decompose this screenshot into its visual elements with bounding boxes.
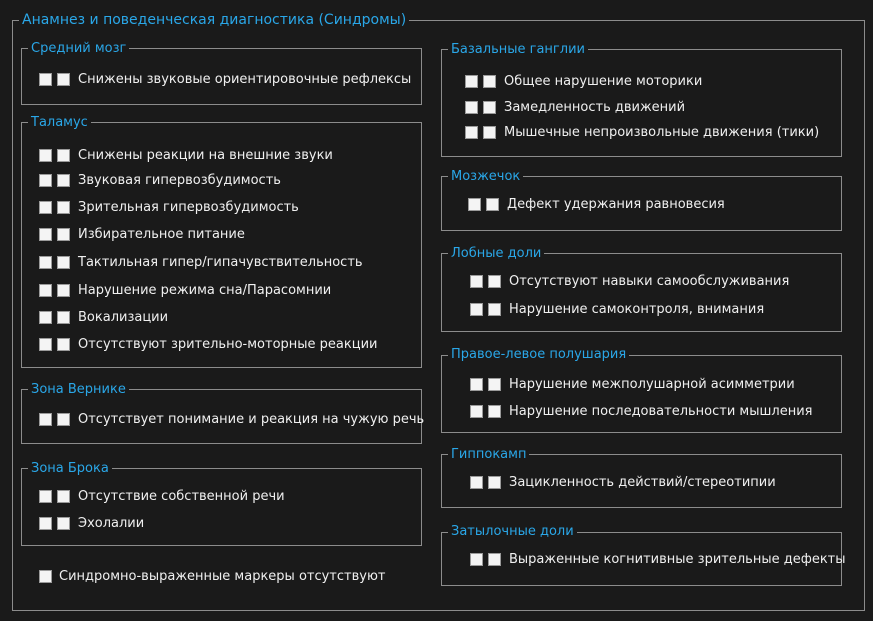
group-broca — [21, 468, 422, 546]
group-cerebellum-title: Мозжечок — [448, 169, 523, 185]
checkbox-label: Снижены звуковые ориентировочные рефлексы — [78, 72, 412, 87]
checkbox-b[interactable] — [57, 490, 70, 503]
no-markers-checkbox[interactable] — [39, 570, 52, 583]
checkbox-a[interactable] — [39, 149, 52, 162]
checkbox-b[interactable] — [488, 378, 501, 391]
checkbox-label: Отсутствуют зрительно-моторные реакции — [78, 337, 378, 352]
checkbox-row[interactable] — [39, 337, 378, 352]
checkbox-row[interactable] — [39, 255, 363, 270]
checkbox-b[interactable] — [57, 517, 70, 530]
checkbox-a[interactable] — [39, 73, 52, 86]
checkbox-b[interactable] — [57, 413, 70, 426]
checkbox-a[interactable] — [39, 174, 52, 187]
checkbox-label: Вокализации — [78, 310, 169, 325]
checkbox-b[interactable] — [57, 73, 70, 86]
checkbox-label: Отсутствует понимание и реакция на чужую речь — [78, 412, 425, 427]
group-hemispheres — [441, 355, 842, 433]
group-midbrain-title: Средний мозг — [28, 41, 129, 57]
group-hemispheres-title: Правое-левое полушария — [448, 347, 629, 363]
group-wernicke-title: Зона Вернике — [28, 382, 129, 398]
checkbox-a[interactable] — [39, 228, 52, 241]
checkbox-a[interactable] — [39, 311, 52, 324]
checkbox-a[interactable] — [39, 338, 52, 351]
checkbox-row[interactable] — [39, 489, 285, 504]
checkbox-row[interactable] — [470, 377, 795, 392]
checkbox-label: Нарушение режима сна/Парасомнии — [78, 283, 332, 298]
checkbox-label: Тактильная гипер/гипачувствительность — [78, 255, 363, 270]
checkbox-b[interactable] — [488, 405, 501, 418]
checkbox-b[interactable] — [483, 101, 496, 114]
checkbox-label: Нарушение последовательности мышления — [509, 404, 813, 419]
checkbox-label: Общее нарушение моторики — [504, 74, 703, 89]
checkbox-b[interactable] — [57, 174, 70, 187]
checkbox-b[interactable] — [488, 553, 501, 566]
checkbox-label: Избирательное питание — [78, 227, 245, 242]
checkbox-b[interactable] — [483, 126, 496, 139]
checkbox-row[interactable] — [465, 100, 685, 115]
checkbox-label: Нарушение межполушарной асимметрии — [509, 377, 795, 392]
checkbox-row[interactable] — [39, 283, 331, 298]
group-occipital-title: Затылочные доли — [448, 524, 577, 540]
checkbox-label: Отсутствие собственной речи — [78, 489, 285, 504]
checkbox-b[interactable] — [57, 311, 70, 324]
checkbox-a[interactable] — [465, 126, 478, 139]
no-markers-checkbox-row[interactable] — [39, 569, 385, 584]
checkbox-row[interactable] — [470, 302, 764, 317]
checkbox-row[interactable] — [39, 412, 424, 427]
checkbox-label: Эхолалии — [78, 516, 145, 531]
checkbox-label: Дефект удержания равновесия — [507, 197, 725, 212]
checkbox-b[interactable] — [486, 198, 499, 211]
checkbox-a[interactable] — [39, 284, 52, 297]
checkbox-label: Выраженные когнитивные зрительные дефекты — [509, 552, 846, 567]
checkbox-a[interactable] — [468, 198, 481, 211]
group-frontal — [441, 253, 842, 332]
checkbox-a[interactable] — [470, 476, 483, 489]
group-thalamus-title: Таламус — [28, 115, 91, 131]
checkbox-b[interactable] — [57, 338, 70, 351]
checkbox-b[interactable] — [57, 228, 70, 241]
checkbox-row[interactable] — [39, 310, 168, 325]
checkbox-row[interactable] — [39, 173, 281, 188]
checkbox-b[interactable] — [57, 201, 70, 214]
group-basal-title: Базальные ганглии — [448, 42, 588, 58]
checkbox-a[interactable] — [39, 201, 52, 214]
checkbox-row[interactable] — [465, 125, 819, 140]
checkbox-a[interactable] — [39, 256, 52, 269]
checkbox-a[interactable] — [465, 101, 478, 114]
checkbox-row[interactable] — [39, 200, 299, 215]
checkbox-label: Звуковая гипервозбудимость — [78, 173, 281, 188]
checkbox-b[interactable] — [57, 149, 70, 162]
checkbox-a[interactable] — [39, 490, 52, 503]
checkbox-b[interactable] — [483, 75, 496, 88]
checkbox-row[interactable] — [39, 516, 144, 531]
checkbox-row[interactable] — [39, 227, 245, 242]
checkbox-label: Снижены реакции на внешние звуки — [78, 148, 333, 163]
checkbox-label: Нарушение самоконтроля, внимания — [509, 302, 765, 317]
main-title: Анамнез и поведенческая диагностика (Синдромы) — [19, 12, 409, 28]
checkbox-label: Отсутствуют навыки самообслуживания — [509, 274, 790, 289]
checkbox-row[interactable] — [470, 552, 846, 567]
checkbox-b[interactable] — [488, 275, 501, 288]
checkbox-a[interactable] — [470, 275, 483, 288]
checkbox-b[interactable] — [57, 256, 70, 269]
checkbox-row[interactable] — [470, 274, 789, 289]
group-broca-title: Зона Брока — [28, 461, 112, 477]
checkbox-b[interactable] — [488, 476, 501, 489]
group-hippocampus-title: Гиппокамп — [448, 447, 529, 463]
checkbox-row[interactable] — [465, 74, 702, 89]
checkbox-a[interactable] — [470, 405, 483, 418]
checkbox-a[interactable] — [39, 517, 52, 530]
checkbox-a[interactable] — [470, 303, 483, 316]
checkbox-row[interactable] — [39, 148, 333, 163]
checkbox-label: Замедленность движений — [504, 100, 686, 115]
checkbox-a[interactable] — [470, 378, 483, 391]
checkbox-label: Зрительная гипервозбудимость — [78, 200, 299, 215]
group-frontal-title: Лобные доли — [448, 246, 544, 262]
checkbox-row[interactable] — [470, 404, 812, 419]
checkbox-row[interactable] — [39, 72, 411, 87]
checkbox-a[interactable] — [465, 75, 478, 88]
checkbox-label: Зацикленность действий/стереотипии — [509, 475, 776, 490]
checkbox-row[interactable] — [468, 197, 725, 212]
checkbox-b[interactable] — [57, 284, 70, 297]
checkbox-b[interactable] — [488, 303, 501, 316]
checkbox-a[interactable] — [470, 553, 483, 566]
checkbox-a[interactable] — [39, 413, 52, 426]
checkbox-label: Мышечные непроизвольные движения (тики) — [504, 125, 820, 140]
checkbox-row[interactable] — [470, 475, 776, 490]
no-markers-label: Синдромно-выраженные маркеры отсутствуют — [59, 569, 386, 584]
